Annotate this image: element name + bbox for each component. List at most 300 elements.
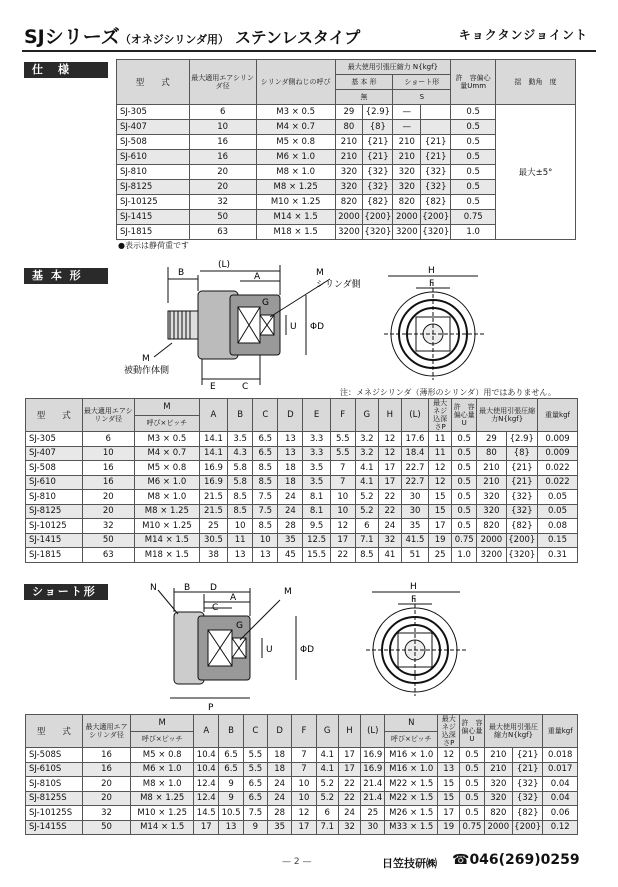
basic-table-cell: 17.6 [401,432,428,447]
basic-table-cell: 30.5 [199,533,227,548]
basic-table-cell: 6 [82,432,134,447]
short-table-cell: {200} [512,820,542,835]
basic-table-cell: 16 [82,461,134,476]
basic-table-cell: 0.05 [538,490,578,505]
spec-header-short-sub: S [393,90,451,105]
basic-table-cell: 12 [378,446,401,461]
basic-section-label: 基 本 形 [24,268,108,284]
spec-table-cell: 320 [393,165,421,180]
basic-table-cell: SJ-407 [26,446,83,461]
short-table-cell: 10 [292,777,316,792]
short-table-cell: 0.5 [460,777,484,792]
basic-table-cell: 21.5 [199,490,227,505]
basic-table-cell: 12 [429,475,452,490]
short-section-label: ショート形 [24,584,108,600]
basic-table-cell: 24 [278,490,303,505]
basic-table-cell: 0.08 [538,519,578,534]
basic-table-cell: 13 [253,548,278,563]
basic-table-cell: 22 [378,490,401,505]
basic-table-row [26,461,578,476]
spec-table-cell: SJ-10125 [117,195,190,210]
series-subtitle: （オネジシリンダ用） [119,33,229,46]
spec-table-cell: {8} [363,120,393,135]
short-table-cell: 4.1 [316,748,338,763]
basic-table-cell: 2000 [477,533,506,548]
spec-table-cell: SJ-305 [117,105,190,120]
short-header-g: G [316,715,338,748]
spec-swing-cell: 最大±5° [496,105,576,240]
spec-table-cell: M18 × 1.5 [256,225,335,240]
spec-header-basic: 基 本 形 [335,75,393,90]
basic-table-cell: SJ-810 [26,490,83,505]
basic-table-cell: 10 [82,446,134,461]
short-table-cell: 12.4 [194,777,219,792]
basic-table-cell: 11 [429,446,452,461]
short-table-cell: 10 [292,791,316,806]
spec-table-cell: 80 [335,120,363,135]
basic-table-cell: 22.7 [401,475,428,490]
spec-table-cell: M5 × 0.8 [256,135,335,150]
short-header-n-sub: 呼び×ピッチ [385,731,438,748]
basic-table-cell: 18 [278,475,303,490]
spec-note: ●表示は静荷重です [118,241,189,250]
short-table-cell: 15 [438,777,460,792]
basic-table-row [26,533,578,548]
spec-table-cell: 210 [393,150,421,165]
basic-table-cell: 0.15 [538,533,578,548]
basic-table-cell: 10 [228,519,253,534]
short-table-row [26,748,578,763]
basic-table-row [26,432,578,447]
spec-table-cell: 2000 [335,210,363,225]
basic-table-cell: 41 [378,548,401,563]
basic-table-cell: 0.009 [538,432,578,447]
short-header-a: A [194,715,219,748]
basic-table-cell: 25 [199,519,227,534]
basic-table-cell: 17 [378,475,401,490]
short-table-cell: 5.2 [316,777,338,792]
basic-table-cell: 11 [429,432,452,447]
spec-table-cell: 20 [189,180,256,195]
short-table-cell: 210 [484,748,512,763]
short-table-cell: M16 × 1.0 [385,748,438,763]
spec-table-cell: {82} [363,195,393,210]
basic-table-cell: 0.022 [538,461,578,476]
spec-table-cell: — [393,120,421,135]
basic-label-mside: シリンダ側 [316,280,361,290]
basic-table-cell: 17 [429,519,452,534]
short-table-cell: 35 [268,820,292,835]
basic-table-cell: 5.2 [355,504,378,519]
short-table-cell: 2000 [484,820,512,835]
short-label-c: C [212,603,219,613]
spec-table-cell: 0.5 [451,180,496,195]
short-table-cell: 7.5 [243,806,267,821]
basic-table-cell: 13 [278,446,303,461]
spec-table-cell: {21} [421,135,451,150]
basic-table-cell: 3.2 [355,432,378,447]
spec-table-cell: {32} [363,180,393,195]
short-table-cell: 5.5 [243,748,267,763]
short-table-cell: 16 [82,748,131,763]
basic-table-cell: M5 × 0.8 [134,461,199,476]
basic-stem [168,311,198,339]
basic-table-cell: 12 [330,519,355,534]
basic-label-driven: 被動作体側 [124,366,170,376]
header-divider [22,50,596,52]
basic-table-cell: {32} [506,504,537,519]
short-table-cell: 12 [292,806,316,821]
basic-table-cell: 0.05 [538,504,578,519]
basic-label-a: A [254,272,261,282]
basic-table-cell: SJ-1815 [26,548,83,563]
short-front-drawing [362,578,472,698]
basic-front-drawing [380,262,490,382]
basic-header-g: G [355,399,378,432]
spec-table-cell: 16 [189,150,256,165]
short-header-m: M [131,715,194,732]
basic-note: 注：メネジシリンダ（薄形のシリンダ）用ではありません。 [340,388,556,397]
basic-table-cell: 50 [82,533,134,548]
short-table-cell: 0.04 [543,791,578,806]
short-table-cell: 22 [338,791,360,806]
basic-table-cell: 0.75 [452,533,477,548]
basic-table-cell: 18.4 [401,446,428,461]
basic-table-cell: SJ-1415 [26,533,83,548]
basic-header-c: C [253,399,278,432]
basic-header-b: B [228,399,253,432]
short-table-cell: 17 [194,820,219,835]
short-label-f: F [411,595,417,605]
spec-table-cell: {21} [363,135,393,150]
page-title [24,22,360,49]
short-table-cell: 12 [438,748,460,763]
basic-table-cell: {320} [506,548,537,563]
spec-table-cell: 320 [393,180,421,195]
short-table-row [26,762,578,777]
basic-table-cell: 8.5 [253,461,278,476]
basic-table-cell: 5.5 [330,446,355,461]
spec-table-cell: SJ-407 [117,120,190,135]
basic-header-bore: 最大適用エアシリンダ径 [82,399,134,432]
short-table [25,714,578,835]
basic-table-cell: 4.1 [355,475,378,490]
short-table-row [26,791,578,806]
short-table-cell: 21.4 [361,791,385,806]
short-table-cell: 15 [438,791,460,806]
spec-table-cell: 2000 [393,210,421,225]
basic-table-cell: M8 × 1.25 [134,504,199,519]
basic-table-cell: 16 [82,475,134,490]
basic-header-a: A [199,399,227,432]
spec-table-cell: 3200 [335,225,363,240]
short-table-cell: 19 [438,820,460,835]
basic-header-d: D [278,399,303,432]
short-table-cell: 7 [292,762,316,777]
spec-table-cell: {320} [363,225,393,240]
basic-table-cell: 0.5 [452,432,477,447]
spec-table-cell: 32 [189,195,256,210]
product-category: キョクタンジョイント [458,28,588,42]
basic-label-m: M [316,268,324,278]
short-header-u: 許 容偏心量U [460,715,484,748]
basic-label-d: ΦD [310,322,325,332]
short-table-cell: 32 [82,806,131,821]
short-table-cell: {32} [512,791,542,806]
spec-header-force: 最大使用引張圧縮力 N{kgf} [335,60,451,75]
short-table-cell: SJ-508S [26,748,83,763]
basic-table-row [26,504,578,519]
basic-table-cell: 11 [228,533,253,548]
spec-table-cell: SJ-8125 [117,180,190,195]
basic-table-cell: M3 × 0.5 [134,432,199,447]
basic-table-cell: 5.5 [330,432,355,447]
spec-table-cell: {32} [363,165,393,180]
short-table-cell: 5.2 [316,791,338,806]
basic-label-g: G [262,298,269,308]
spec-header-bore: 最大適用エアシリンダ径 [189,60,256,105]
short-table-cell: 10.5 [219,806,243,821]
spec-table-cell: 50 [189,210,256,225]
short-table-cell: M5 × 0.8 [131,748,194,763]
short-table-cell: 21.4 [361,777,385,792]
short-table-cell: 7.1 [316,820,338,835]
spec-table-cell: 16 [189,135,256,150]
basic-table-cell: {82} [506,519,537,534]
phone-number: ☎046(269)0259 [452,852,580,868]
basic-label-m2: M [142,354,150,364]
short-label-u: U [266,645,273,655]
basic-table-cell: 51 [401,548,428,563]
basic-table-row [26,475,578,490]
basic-table [25,398,578,563]
basic-label-b: B [178,268,185,278]
short-table-cell: 17 [438,806,460,821]
basic-table-cell: 17 [330,533,355,548]
basic-side-drawing [110,255,380,395]
spec-header-swing: 揺 動角 度 [496,60,576,105]
short-table-cell: 22 [338,777,360,792]
spec-table-cell: 320 [335,180,363,195]
short-table-cell: 0.06 [543,806,578,821]
basic-table-row [26,548,578,563]
spec-table-cell: 0.5 [451,105,496,120]
basic-table-cell: 0.5 [452,504,477,519]
spec-table-cell: {320} [421,225,451,240]
basic-table-cell: 3.2 [355,446,378,461]
short-table-cell: 12.4 [194,791,219,806]
short-table-cell: 13 [219,820,243,835]
short-table-cell: 7 [292,748,316,763]
basic-table-cell: 12 [378,432,401,447]
short-table-cell: 20 [82,791,131,806]
spec-header-ecc: 許 容偏心量Umm [451,60,496,105]
short-table-cell: 9 [219,777,243,792]
basic-table-cell: 0.009 [538,446,578,461]
short-table-cell: 16.9 [361,748,385,763]
spec-header-model: 型 式 [117,60,190,105]
short-table-cell: 0.12 [543,820,578,835]
short-table-cell: 6.5 [219,748,243,763]
basic-table-cell: 8.5 [355,548,378,563]
spec-table-cell: {200} [421,210,451,225]
basic-table-cell: 63 [82,548,134,563]
short-table-cell: {21} [512,748,542,763]
short-table-cell: 4.1 [316,762,338,777]
basic-table-cell: M4 × 0.7 [134,446,199,461]
basic-table-cell: 8.5 [228,490,253,505]
short-table-cell: 320 [484,791,512,806]
basic-table-cell: 320 [477,490,506,505]
short-table-cell: 50 [82,820,131,835]
basic-table-cell: 28 [278,519,303,534]
basic-table-cell: 210 [477,461,506,476]
basic-table-cell: SJ-508 [26,461,83,476]
short-label-m: M [284,587,292,597]
short-table-cell: M26 × 1.5 [385,806,438,821]
short-table-cell: 5.5 [243,762,267,777]
short-table-cell: 16.9 [361,762,385,777]
spec-table-cell: — [393,105,421,120]
spec-table-cell: 820 [393,195,421,210]
basic-table-cell: 6 [355,519,378,534]
short-header-force: 最大使用引張圧縮力N{kgf} [484,715,543,748]
basic-table-cell: 24 [378,519,401,534]
basic-table-cell: 19 [429,533,452,548]
basic-label-l: (L) [218,260,231,270]
page-number: — 2 — [282,857,312,867]
spec-table-cell: M4 × 0.7 [256,120,335,135]
short-table-row [26,777,578,792]
basic-table-cell: M14 × 1.5 [134,533,199,548]
spec-table-cell: M8 × 1.0 [256,165,335,180]
short-table-cell: 24 [268,791,292,806]
short-header-f: F [292,715,316,748]
basic-table-cell: 32 [378,533,401,548]
basic-table-cell: 15 [429,490,452,505]
short-table-cell: 9 [243,820,267,835]
basic-table-body [26,432,578,563]
short-table-cell: 0.5 [460,762,484,777]
basic-table-cell: 8.5 [253,519,278,534]
short-table-cell: SJ-8125S [26,791,83,806]
short-table-cell: 6 [316,806,338,821]
short-header-p: 最大ネジ込深さP [438,715,460,748]
basic-table-cell: SJ-10125 [26,519,83,534]
basic-table-cell: 0.31 [538,548,578,563]
spec-table-cell [421,120,451,135]
short-table-cell: 17 [338,762,360,777]
short-table-cell: 6.5 [219,762,243,777]
basic-table-cell: 0.5 [452,461,477,476]
spec-table-cell: 0.5 [451,165,496,180]
short-table-cell: M10 × 1.25 [131,806,194,821]
basic-table-cell: 15 [429,504,452,519]
basic-table-cell: SJ-305 [26,432,83,447]
spec-table-body [117,105,576,240]
basic-table-cell: 22 [330,548,355,563]
basic-table-cell: 22.7 [401,461,428,476]
basic-table-cell: 820 [477,519,506,534]
basic-header-l: (L) [401,399,428,432]
short-table-cell: 820 [484,806,512,821]
spec-table-cell: {200} [363,210,393,225]
basic-table-row [26,490,578,505]
short-header-weight: 重量kgf [543,715,578,748]
basic-table-cell: {2.9} [506,432,537,447]
short-table-cell: 20 [82,777,131,792]
basic-table-cell: 38 [199,548,227,563]
basic-table-cell: 0.5 [452,490,477,505]
basic-table-cell: 14.1 [199,446,227,461]
spec-header-basic-sub: 無 [335,90,393,105]
series-type: ステンレスタイプ [235,28,361,47]
basic-table-cell: 7.5 [253,490,278,505]
spec-header-thread: シリンダ側ねじの呼び [256,60,335,105]
basic-table-cell: 18 [278,461,303,476]
short-table-body [26,748,578,835]
short-label-p: P [208,703,214,713]
basic-label-e: E [210,382,216,392]
basic-table-row [26,446,578,461]
basic-table-cell: 9.5 [303,519,330,534]
short-table-cell: 320 [484,777,512,792]
basic-table-cell: 14.1 [199,432,227,447]
short-side-drawing [140,578,330,713]
basic-header-model: 型 式 [26,399,83,432]
spec-table-cell: {82} [421,195,451,210]
basic-table-cell: 45 [278,548,303,563]
basic-table-cell: 3.5 [303,461,330,476]
basic-table-cell: 5.8 [228,461,253,476]
short-table-cell: 0.5 [460,806,484,821]
basic-table-cell: 12 [429,461,452,476]
short-table-cell: 0.5 [460,748,484,763]
basic-header-f: F [330,399,355,432]
basic-table-cell: 320 [477,504,506,519]
spec-table-cell: 210 [393,135,421,150]
spec-table-cell: 1.0 [451,225,496,240]
basic-table-cell: M6 × 1.0 [134,475,199,490]
spec-table-cell: 210 [335,150,363,165]
short-table-cell: 28 [268,806,292,821]
spec-table-cell: {2.9} [363,105,393,120]
short-label-h: H [410,582,417,592]
basic-table-cell: 10 [330,490,355,505]
basic-table-cell: 5.2 [355,490,378,505]
spec-table-cell: M6 × 1.0 [256,150,335,165]
spec-table-cell: {21} [421,150,451,165]
short-table-cell: 0.75 [460,820,484,835]
basic-table-cell: 3.5 [228,432,253,447]
short-header-h: H [338,715,360,748]
spec-table-cell: 63 [189,225,256,240]
spec-table-cell: SJ-810 [117,165,190,180]
short-label-a: A [230,593,237,603]
basic-header-u: 許 容偏心量U [452,399,477,432]
short-table-cell: M16 × 1.0 [385,762,438,777]
basic-table-cell: 30 [401,504,428,519]
short-table-cell: M22 × 1.5 [385,791,438,806]
basic-table-cell: 7.1 [355,533,378,548]
basic-table-cell: 24 [278,504,303,519]
basic-table-cell: 4.1 [355,461,378,476]
basic-table-cell: 0.5 [452,519,477,534]
short-table-cell: 30 [361,820,385,835]
basic-table-cell: 30 [401,490,428,505]
short-table-cell: M8 × 1.0 [131,777,194,792]
short-table-cell: 18 [268,762,292,777]
